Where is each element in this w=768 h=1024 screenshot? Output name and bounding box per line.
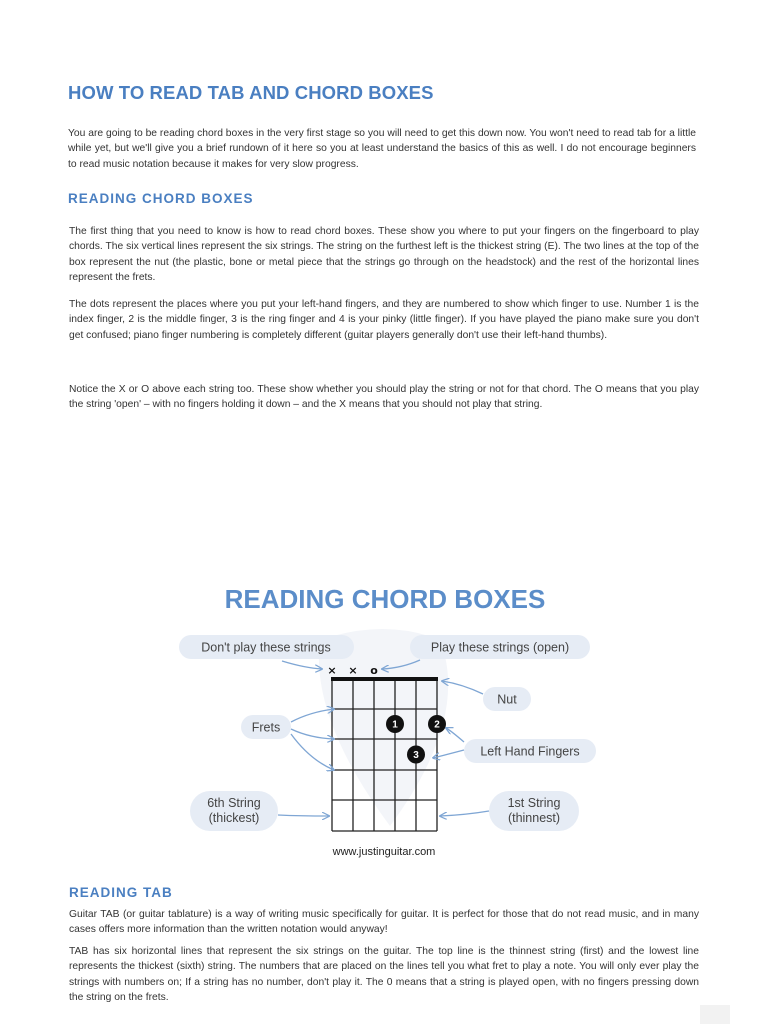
arrow-fret-b: [291, 729, 334, 739]
play-open-label: Play these strings (open): [430, 640, 570, 655]
arrow-dont-play: [282, 661, 322, 669]
chord-boxes-heading: READING CHORD BOXES: [68, 191, 254, 206]
arrow-fingers-2: [446, 728, 464, 742]
page-corner-tab: [700, 1005, 730, 1024]
string-marker-2: ×: [348, 664, 358, 677]
finger-number-1: 1: [392, 719, 398, 731]
tab-paragraph-1: Guitar TAB (or guitar tablature) is a way of writing music specifically for guitar. It is perfect for those that do not read music, and in many cases offers more information than the written notation would anyway!: [69, 909, 699, 936]
finger-number-3: 3: [413, 750, 419, 761]
first-string-sublabel: (thinnest): [507, 811, 561, 825]
website-label: www.justinguitar.com: [332, 846, 436, 858]
chord-boxes-paragraph-3: Notice the X or O above each string too. These show whether you should play the string or not for that chord. The O means that you play the string 'open' – with no fingers holding it down – and the X means that you should not play that string.: [69, 384, 699, 411]
string-marker-1: ×: [327, 664, 337, 677]
tab-heading: READING TAB: [69, 885, 173, 900]
frets-label: Frets: [251, 720, 281, 735]
page-title: HOW TO READ TAB AND CHORD BOXES: [68, 82, 434, 103]
left-hand-fingers-label: Left Hand Fingers: [480, 744, 580, 759]
sixth-string-label: 6th String: [207, 796, 261, 810]
diagram-title: READING CHORD BOXES: [224, 584, 546, 614]
dont-play-label: Don't play these strings: [201, 640, 331, 655]
chord-boxes-paragraph-1: The first thing that you need to know is how to read chord boxes. These show you where to put your fingers on the fingerboard to play chords. The six vertical lines represent the six strings. The string on the furthest left is the thickest string (E). The two lines at the top of the box represent the nut (the plastic, bone or metal piece that the strings go through on the headstock) and the rest of the horizontal lines represent the frets.: [69, 226, 699, 284]
arrow-sixth-string: [278, 815, 329, 816]
first-string-label: 1st String: [507, 796, 561, 810]
nut-label: Nut: [497, 692, 517, 707]
arrow-first-string: [440, 811, 489, 816]
tab-paragraph-2: TAB has six horizontal lines that represent the six strings on the guitar. The top line is the thinnest string (first) and the lowest line represents the thickest (sixth) string. The numbers that are placed on the lines tell you what fret to play a note. You will only ever play the strings with numbers on; If a string has no number, don't play it. The 0 means that a string is played open, with no fingers pressing down the string on the frets.: [69, 946, 699, 1004]
string-marker-3: o: [370, 664, 378, 677]
nut-bar: [331, 677, 438, 681]
intro-paragraph: You are going to be reading chord boxes in the very first stage so you will need to get this down now. You won't need to read tab for a little while yet, but we'll give you a brief rundown of it here so you at least understand the basics of this as well. I do not encourage beginners to read music notation because it makes for very slow progress.: [68, 128, 696, 170]
finger-number-2: 2: [434, 719, 440, 731]
arrow-fret-c: [291, 734, 334, 770]
chord-boxes-paragraph-2: The dots represent the places where you put your left-hand fingers, and they are numbered to show which finger to use. Number 1 is the index finger, 2 is the middle finger, 3 is the ring finger and 4 is your pinky (little finger). If you have played the piano make sure you don't get confused; piano finger numbering is completely different (guitar players generally don't use their left-hand thumbs).: [69, 299, 699, 341]
chord-box-diagram: [170, 578, 600, 868]
sixth-string-sublabel: (thickest): [208, 811, 260, 825]
